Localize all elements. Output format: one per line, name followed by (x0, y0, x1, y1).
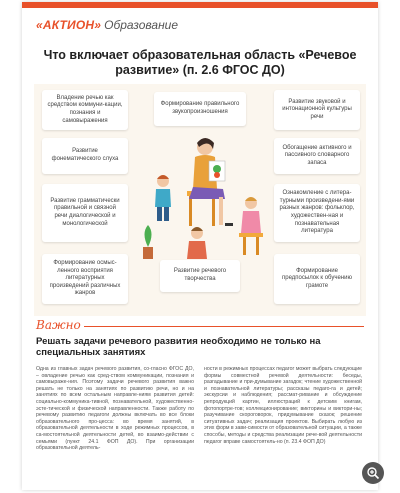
card-grammar (42, 184, 128, 242)
infographic-panel (34, 84, 366, 316)
divider (84, 326, 364, 327)
zoom-in-icon (366, 466, 380, 480)
card-text: Формирование правильного звукопроизношения (160, 101, 240, 115)
card-text: Развитие грамматически правильной и связной речи диалогической и монологической (50, 197, 120, 227)
card-literacy (274, 254, 360, 304)
text-column-right: ности в режимных процессах педагог может выбрать следующие формы совместной речевой деятельности: беседы, разгадывание и при-думывание загадок; чтение художественной и познавательной литературы; рассказы педаго-га и детей; экскурсии и наблюдения; рассмат-ривание и обсуждение репродукций картин, иллюстраций к детским книгам, фотопортре-тов; коллекционирование; викторины и виктори-ны; разучивание скороговорок, придумывание сказок; решение ситуативных задач; реализация проектов. Выбирать любую из этих форм в зави-симости от образовательной ситуации, а также способы, методы и средства реализации рече-вой деятельности педагог вправе самостоятель-но (п. 23.4 ФОП ДО) (204, 366, 362, 445)
card-text: Развитие звуковой и интонационной культуры речи (282, 98, 352, 120)
card-text: Владение речью как средством коммуни-кации, познания и самовыражения (47, 94, 123, 124)
card-creativity (160, 260, 240, 292)
card-text: Формирование предпосылок к обучению грамоте (282, 267, 352, 289)
zoom-in-button[interactable] (362, 462, 384, 484)
important-label: Важно (36, 318, 81, 332)
card-speech-mastery (42, 90, 128, 130)
text-columns (36, 366, 362, 452)
brand-logo-mark: «АКТИОН» (36, 18, 102, 32)
card-sound-culture (274, 90, 360, 130)
page-title: Что включает образовательная область «Речевое развитие» (п. 2.6 ФГОС ДО) (43, 48, 357, 77)
text-column-left: Одна из главных задач речевого развития, со-гласно ФГОС ДО, – овладение речью как сред-ством коммуникации, познания и самовыраже-ния. Поэтому задачи речевого развития важно решать не только на занятиях по развитию речи, но и на занятиях по всем остальным направле-ниям развития детей: социально-коммуника-тивной, познавательной, художественно-эсте-тической и физической направленности. Также работу по речевому развитию педагоги должны включать во все блоки образовательного про-цесса: во время занятий, в образовательной деятельности в ходе режимных процессов, в са-мостоятельной деятельности детей, во взаимо-действии с семьями (пункт 24.1 ФОП ДО). При организации образовательной деятель- (36, 366, 194, 452)
card-phonemic-hearing (42, 138, 128, 174)
section-heading: Решать задачи речевого развития необходимо не только на специальных занятиях (36, 336, 321, 358)
brand-name: Образование (104, 18, 179, 32)
teacher-children-illustration (139, 129, 269, 264)
card-text: Обогащение активного и пассивного словарного запаса (282, 144, 352, 166)
card-text: Формирование осмыс-ленного восприятия литературных произведений различных жанров (49, 260, 121, 297)
card-text: Ознакомление с литера-турными произведени-ями разных жанров: фольклор, художествен-ная и познавательная литература (279, 190, 355, 235)
accent-bar (22, 2, 378, 8)
brand-logo (36, 18, 178, 32)
card-text: Развитие фонематического слуха (51, 148, 119, 162)
card-text: Развитие речевого творчества (173, 268, 227, 282)
card-literature (274, 184, 360, 242)
card-perception (42, 254, 128, 304)
document-page (22, 2, 378, 490)
card-pronunciation (154, 92, 246, 126)
card-vocabulary (274, 138, 360, 174)
